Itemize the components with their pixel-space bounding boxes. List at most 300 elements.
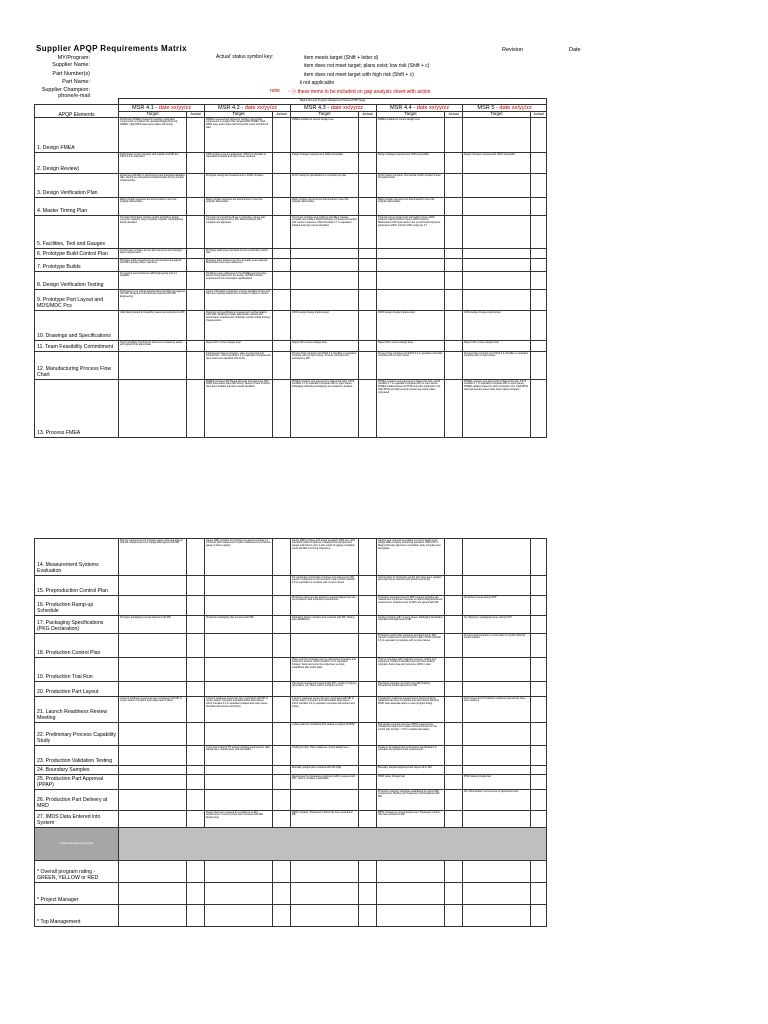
actual-cell[interactable] [531, 341, 547, 352]
field-part-number: Part Number(s) [52, 71, 90, 77]
actual-cell[interactable] [445, 682, 463, 697]
actual-cell[interactable] [531, 790, 547, 811]
actual-header: Actual [445, 112, 463, 118]
apqp-elements-header: APQP Elements [35, 105, 119, 118]
actual-cell[interactable] [359, 723, 377, 746]
approval-cell[interactable] [205, 905, 273, 927]
actual-cell[interactable] [531, 352, 547, 380]
date-label: Date [569, 47, 581, 53]
table-row [35, 539, 547, 576]
actual-cell[interactable] [531, 658, 547, 682]
apqp-element-label: 4. Master Timing Plan [35, 198, 119, 216]
actual-cell[interactable] [531, 539, 547, 576]
actual-cell[interactable] [445, 596, 463, 616]
actual-cell[interactable] [531, 118, 547, 153]
target-cell: Major program elements are documented to meet the program deliverables [377, 198, 445, 216]
target-cell [291, 634, 359, 658]
actual-cell[interactable] [273, 746, 291, 766]
field-supplier-name: Supplier Name: [52, 62, 90, 68]
apqp-element-label: 27. IMDS Data Entered into System [35, 811, 119, 828]
actual-cell[interactable] [187, 746, 205, 766]
actual-cell[interactable] [445, 198, 463, 216]
actual-cell[interactable] [531, 249, 547, 259]
actual-cell[interactable] [445, 153, 463, 174]
actual-cell[interactable] [273, 775, 291, 790]
actual-cell[interactable] [359, 539, 377, 576]
apqp-element-label: 3. Design Verification Plan [35, 174, 119, 198]
target-cell: Production shipping schedules established to support MD requirements. Delivery and frequency method agreed with MD [377, 790, 445, 811]
actual-cell[interactable] [187, 539, 205, 576]
msr-label: MSR 4.1 - [131, 104, 159, 111]
actual-cell[interactable] [187, 174, 205, 198]
actual-cell[interactable] [445, 174, 463, 198]
msr-header [377, 105, 463, 112]
approval-cell[interactable] [187, 905, 205, 927]
apqp-element-label: 11. Team Feasibility Commitment [35, 341, 119, 352]
target-cell [463, 290, 531, 311]
actual-cell[interactable] [531, 153, 547, 174]
target-cell [463, 259, 531, 272]
actual-cell[interactable] [359, 341, 377, 352]
target-header: Target [291, 112, 359, 118]
actual-cell[interactable] [359, 118, 377, 153]
legend-item-na: ℹ not applicable [300, 80, 335, 86]
target-cell: Requirement for Appearance Approval (AAR) is agreed with MD - AAR is complete if applicable [291, 775, 359, 790]
legend-item-high-risk: item does not meet target with high risk (Shift + c) [304, 72, 414, 78]
actual-cell[interactable] [531, 272, 547, 290]
target-cell: IMDS complete. 'Reviewed' number has been provided to MD [291, 811, 359, 828]
target-cell: Prototype packaging concept approved with MD [119, 616, 187, 634]
target-cell [205, 766, 273, 775]
actual-cell[interactable] [187, 576, 205, 596]
actual-cell[interactable] [359, 658, 377, 682]
apqp-element-label: 13. Process FMEA [35, 380, 119, 438]
target-cell [463, 539, 531, 576]
actual-cell[interactable] [445, 697, 463, 723]
apqp-element-label: 15. Preproduction Control Plan [35, 576, 119, 596]
table-row [35, 341, 547, 352]
approval-cell[interactable] [463, 883, 531, 905]
actual-cell[interactable] [273, 153, 291, 174]
approval-cell[interactable] [359, 905, 377, 927]
table-row [35, 272, 547, 290]
target-cell [205, 775, 273, 790]
actual-cell[interactable] [273, 723, 291, 746]
target-cell [205, 723, 273, 746]
actual-cell[interactable] [273, 576, 291, 596]
target-cell: 100% design concerns addressed. ASCII 4.2 checklist or equivalent complete and open issues resolved [205, 153, 273, 174]
actual-cell[interactable] [531, 811, 547, 828]
target-cell: Team Feasibility Commitment has been reviewed by teams and signed off as appropriate [119, 341, 187, 352]
actual-cell[interactable] [359, 682, 377, 697]
actual-cell[interactable] [187, 198, 205, 216]
target-cell: Signed off to current design level [377, 341, 445, 352]
target-cell: PFMEA complete and approved by Magna Donnelly. ASCII checklist 4.7 or equivalent complete with no open issues. PFMEA updated based on PTAP and early production runs. High RPNs and high severity issues have action plans completed [377, 380, 445, 438]
actual-cell[interactable] [359, 259, 377, 272]
actual-cell[interactable] [531, 380, 547, 438]
target-header: Target [377, 112, 445, 118]
actual-cell[interactable] [531, 616, 547, 634]
approval-cell[interactable] [377, 905, 445, 927]
target-cell [463, 272, 531, 290]
actual-cell[interactable] [187, 790, 205, 811]
actual-cell[interactable] [187, 311, 205, 341]
apqp-element-label: 24. Boundary Samples [35, 766, 119, 775]
target-cell [119, 682, 187, 697]
table-row [35, 216, 547, 249]
msr-date: date xx/yy/zz [158, 104, 192, 111]
target-cell: Tool order and tool kick-off are on schedule. Gauge plan complete and approved by MD. Machine/fixture plan complete and approved [205, 216, 273, 249]
actual-cell[interactable] [359, 216, 377, 249]
actual-cell[interactable] [273, 311, 291, 341]
actual-cell[interactable] [359, 290, 377, 311]
target-cell: No delivery issues during SOP [463, 596, 531, 616]
target-cell [205, 576, 273, 596]
target-cell [291, 790, 359, 811]
actual-cell[interactable] [273, 766, 291, 775]
approval-cell[interactable] [531, 883, 547, 905]
management-approval-header: Supplier Management Approval [35, 828, 119, 861]
target-cell: PPAP status full approval [463, 775, 531, 790]
actual-cell[interactable] [445, 249, 463, 259]
actual-cell[interactable] [187, 616, 205, 634]
actual-header: Actual [187, 112, 205, 118]
actual-cell[interactable] [445, 634, 463, 658]
actual-cell[interactable] [359, 174, 377, 198]
approval-cell[interactable] [463, 905, 531, 927]
target-cell [205, 682, 273, 697]
apqp-element-label: 9. Prototype Part Layout and MDS/MDC Pcs [35, 290, 119, 311]
table-row [35, 658, 547, 682]
target-cell: Design has been reviewed for compliance to ELV requirements. Concerns have been reviewed with MD Engineering [205, 811, 273, 828]
actual-cell[interactable] [187, 811, 205, 828]
actual-cell[interactable] [273, 352, 291, 380]
apqp-element-label: 10. Drawings and Specifications [35, 311, 119, 341]
approval-cell[interactable] [377, 883, 445, 905]
actual-cell[interactable] [187, 153, 205, 174]
table-row [35, 259, 547, 272]
table-row [35, 616, 547, 634]
actual-cell[interactable] [359, 746, 377, 766]
actual-cell[interactable] [445, 341, 463, 352]
pmp-stage-title: Magna Donnelly Program Management Process (PMP) Stage [119, 99, 547, 105]
actual-cell[interactable] [359, 634, 377, 658]
table-row [35, 596, 547, 616]
actual-cell[interactable] [273, 216, 291, 249]
actual-cell[interactable] [187, 272, 205, 290]
actual-cell[interactable] [273, 634, 291, 658]
actual-cell[interactable] [445, 576, 463, 596]
actual-cell[interactable] [359, 811, 377, 828]
target-cell [377, 259, 445, 272]
actual-cell[interactable] [187, 118, 205, 153]
actual-cell[interactable] [187, 658, 205, 682]
table-row [35, 290, 547, 311]
target-cell [377, 249, 445, 259]
actual-cell[interactable] [445, 658, 463, 682]
actual-cell[interactable] [273, 539, 291, 576]
actual-cell[interactable] [531, 775, 547, 790]
actual-cell[interactable] [445, 811, 463, 828]
target-cell [119, 634, 187, 658]
target-cell: Production packaging plan reviewed with MD [205, 616, 273, 634]
actual-cell[interactable] [187, 341, 205, 352]
approval-cell[interactable] [291, 861, 359, 883]
target-cell [291, 259, 359, 272]
actual-cell[interactable] [445, 272, 463, 290]
target-cell: Process Flow complete and ASCII 4.4 or equivalent checklist complete with no open issues [377, 352, 445, 380]
actual-cell[interactable] [273, 682, 291, 697]
target-cell: Tool tryout complete and problems identified. Gauges complete and verified. Machine/fixtures complete and verified with counter measures. ASCII checklist 4.7 or equivalent initiated and open issues identified [291, 216, 359, 249]
actual-cell[interactable] [531, 697, 547, 723]
target-cell: Production control plan complete and approved by MD. Launch containment is documented in plan. ASCII checklist 4.8 or equivalent is complete with no open issues [377, 634, 445, 658]
na-icon: ℹ [300, 80, 302, 86]
apqp-matrix-bottom [34, 538, 547, 927]
target-cell: Agreement with MD on performance and functional validation plan. Identify key dimensional characteristics for key product characteristics [119, 174, 187, 198]
target-cell: Design changes reviewed and 100% acceptable [377, 153, 445, 174]
field-phone-email: phone/e-mail [58, 93, 90, 99]
msr-label: MSR 4.4 - [389, 104, 417, 111]
table-row [35, 311, 547, 341]
actual-cell[interactable] [445, 216, 463, 249]
actual-cell[interactable] [187, 216, 205, 249]
actual-cell[interactable] [359, 198, 377, 216]
field-supplier-champion: Supplier Champion: [41, 87, 90, 93]
actual-cell[interactable] [531, 766, 547, 775]
approval-cell[interactable] [531, 861, 547, 883]
actual-cell[interactable] [273, 249, 291, 259]
actual-cell[interactable] [273, 272, 291, 290]
actual-cell[interactable] [187, 775, 205, 790]
target-cell [119, 380, 187, 438]
actual-cell[interactable] [445, 539, 463, 576]
target-cell: Process audit complete to control plan to confirm effective implementation [463, 634, 531, 658]
target-cell [119, 352, 187, 380]
target-cell [463, 682, 531, 697]
approval-cell[interactable] [445, 861, 463, 883]
actual-cell[interactable] [445, 790, 463, 811]
actual-cell[interactable] [273, 198, 291, 216]
apqp-element-label: 20. Production Part Layout [35, 682, 119, 697]
target-cell: Packaging design complete and reviewed with MD. Testing plan established [291, 616, 359, 634]
actual-cell[interactable] [445, 290, 463, 311]
actual-cell[interactable] [273, 790, 291, 811]
approval-cell[interactable] [273, 861, 291, 883]
actual-cell[interactable] [273, 341, 291, 352]
approval-cell[interactable] [187, 883, 205, 905]
actual-cell[interactable] [359, 697, 377, 723]
target-cell: Signed off to current design level [205, 341, 273, 352]
actual-cell[interactable] [445, 746, 463, 766]
actual-cell[interactable] [445, 118, 463, 153]
actual-cell[interactable] [359, 311, 377, 341]
target-cell: No shipping or packaging issues during SOP [463, 616, 531, 634]
approval-cell[interactable] [291, 883, 359, 905]
actual-cell[interactable] [187, 596, 205, 616]
target-cell: Gauges and instructions updated to current design level. Gauge R&R complete with actual operators. R&R 10% or Magna Donnelly approved. Correlation study complete and acceptable [377, 539, 445, 576]
actual-cell[interactable] [273, 616, 291, 634]
target-cell [205, 634, 273, 658]
target-cell [377, 290, 445, 311]
actual-cell[interactable] [273, 658, 291, 682]
actual-cell[interactable] [273, 811, 291, 828]
target-cell: Control plan complete for test plan elements and prototype layout requirements [119, 249, 187, 259]
actual-cell[interactable] [273, 259, 291, 272]
actual-cell[interactable] [187, 259, 205, 272]
field-part-name: Part Name: [62, 79, 90, 85]
actual-cell[interactable] [531, 746, 547, 766]
actual-cell[interactable] [531, 723, 547, 746]
table-row [35, 576, 547, 596]
target-cell: Prototype build issues fed back into pre-production control plan [205, 249, 273, 259]
actual-cell[interactable] [445, 766, 463, 775]
table-row [35, 198, 547, 216]
target-cell: Initial process flow is complete, value is presented and Control Plan - ASCII checklist 4.4 or equivalent complete and open issues are identified with action [205, 352, 273, 380]
approval-cell[interactable] [273, 883, 291, 905]
target-cell: Layout information completed, process capability known and has been tracking deficiencies in actions in place to resolve [205, 290, 273, 311]
actual-cell[interactable] [187, 352, 205, 380]
apqp-element-label: 21. Launch Readiness Review Meeting [35, 697, 119, 723]
target-cell: Prototype testing and measurement is 100% complete [205, 174, 273, 198]
actual-cell[interactable] [359, 616, 377, 634]
approval-label: * Overall program rating - GREEN, YELLOW or RED [35, 861, 119, 883]
target-cell: Testing complete with no open issues. Packaging Declaration submitted and approved by MD [377, 616, 445, 634]
actual-cell[interactable] [359, 576, 377, 596]
actual-cell[interactable] [359, 775, 377, 790]
target-cell: PFMEA complete and approved by Magna Donnelly. ASCII checklist 4.7 or equivalent complete with no open issues. Packaging, labeling and shipping are included in analysis [291, 380, 359, 438]
msr-date: date xx/yy/zz [499, 104, 532, 111]
approval-cell[interactable] [463, 861, 531, 883]
target-cell: DFMEA updated to current design level [291, 118, 359, 153]
actual-cell[interactable] [531, 174, 547, 198]
approval-cell[interactable] [187, 861, 205, 883]
apqp-element-label: 25. Production Part Approval (PPAP) [35, 775, 119, 790]
actual-cell[interactable] [359, 380, 377, 438]
actual-cell[interactable] [273, 380, 291, 438]
approval-cell[interactable] [291, 905, 359, 927]
approval-cell[interactable] [377, 861, 445, 883]
actual-cell[interactable] [187, 766, 205, 775]
target-header: Target [205, 112, 273, 118]
target-cell: Preliminary list of critical characteristics identified and agreed with MD. All layouts submitted and reviewed with MD Engineering [119, 290, 187, 311]
actual-header: Actual [531, 112, 547, 118]
actual-cell[interactable] [187, 682, 205, 697]
target-cell [463, 746, 531, 766]
target-cell [205, 658, 273, 682]
target-cell [119, 723, 187, 746]
target-cell [119, 766, 187, 775]
actual-cell[interactable] [273, 174, 291, 198]
actual-cell[interactable] [359, 596, 377, 616]
approval-cell[interactable] [205, 861, 273, 883]
warning-icon: ◦ ⓐ [288, 89, 297, 95]
target-cell: No critical delivery occurrences or paperwork errors [463, 790, 531, 811]
target-cell: Plan for measurement of prototype parts exists and agreed with MD. Requirements for Gauge R&R agreed with MD [119, 539, 187, 576]
approval-label: * Top Management [35, 905, 119, 927]
actual-cell[interactable] [273, 596, 291, 616]
actual-cell[interactable] [273, 118, 291, 153]
target-cell: PFMEA reviewed with Magna Donnelly and approved. High RPNs have action plans with timing. Severity 9 and 10 items have been initiated and open issues identified [205, 380, 273, 438]
approval-cell[interactable] [359, 883, 377, 905]
target-cell [463, 118, 531, 153]
msr-label: MSR 4.3 - [303, 104, 331, 111]
actual-cell[interactable] [359, 153, 377, 174]
approval-cell[interactable] [119, 861, 187, 883]
actual-cell[interactable] [187, 697, 205, 723]
table-row [35, 153, 547, 174]
actual-cell[interactable] [445, 311, 463, 341]
apqp-element-label: 5. Facilities, Tool and Gauges [35, 216, 119, 249]
actual-cell[interactable] [531, 576, 547, 596]
actual-cell[interactable] [531, 259, 547, 272]
actual-cell[interactable] [187, 290, 205, 311]
actual-cell[interactable] [445, 616, 463, 634]
actual-cell[interactable] [359, 766, 377, 775]
actual-cell[interactable] [187, 634, 205, 658]
actual-cell[interactable] [359, 249, 377, 259]
target-cell [291, 272, 359, 290]
actual-cell[interactable] [187, 249, 205, 259]
approval-cell[interactable] [119, 883, 187, 905]
target-cell [205, 790, 273, 811]
apqp-element-label: 22. Preliminary Process Capability Study [35, 723, 119, 746]
actual-cell[interactable] [445, 380, 463, 438]
actual-cell[interactable] [531, 311, 547, 341]
approval-cell[interactable] [445, 905, 463, 927]
actual-cell[interactable] [359, 272, 377, 290]
table-row [35, 790, 547, 811]
actual-cell[interactable] [531, 596, 547, 616]
target-cell [291, 290, 359, 311]
msr-header [463, 105, 547, 112]
actual-cell[interactable] [187, 723, 205, 746]
actual-cell[interactable] [531, 290, 547, 311]
actual-cell[interactable] [531, 216, 547, 249]
approval-cell[interactable] [273, 905, 291, 927]
msr-date: date xx/yy/zz [330, 104, 364, 111]
approval-row [35, 883, 547, 905]
actual-cell[interactable] [187, 380, 205, 438]
actual-cell[interactable] [531, 682, 547, 697]
actual-cell[interactable] [445, 352, 463, 380]
apqp-element-label: 2. Design Review) [35, 153, 119, 174]
actual-cell[interactable] [531, 634, 547, 658]
target-cell: Major program elements are documented to meet the program deliverables. [205, 198, 273, 216]
actual-cell[interactable] [273, 697, 291, 723]
target-cell [119, 775, 187, 790]
target-cell: Drawings and specifications released and verified against CAD data. Drawings contain appropriate material and performance requirements. Drawings contain critical and key characteristics [205, 311, 273, 341]
target-cell [463, 576, 531, 596]
target-cell: Trial run complete with production process, tooling and equipment. Problems identified and corrective actions complete. Setup rate and cycle time 100% in plan [377, 658, 445, 682]
approval-cell[interactable] [531, 905, 547, 927]
target-cell [205, 596, 273, 616]
actual-cell[interactable] [445, 259, 463, 272]
actual-cell[interactable] [531, 198, 547, 216]
actual-cell[interactable] [445, 775, 463, 790]
approval-cell[interactable] [205, 883, 273, 905]
target-cell: DFMEA updated to current design level [377, 118, 445, 153]
actual-cell[interactable] [359, 790, 377, 811]
target-cell: Production schedules fixed in ERP systems including raw material and component releases to support Magna Donnelly requirements. Requirements to MDC are agreed with MD [377, 596, 445, 616]
actual-cell[interactable] [445, 723, 463, 746]
approval-cell[interactable] [119, 905, 187, 927]
actual-cell[interactable] [359, 352, 377, 380]
actual-cell[interactable] [273, 290, 291, 311]
target-cell: Gauge R&R complete with actual operators. R&R over 10% has action plans to address in Magna Donnelly approval. Gauge instructions exist. A plan exists for gauge correlation study with MD (incoming inspection) [291, 539, 359, 576]
target-cell: Production ramp-up plan defined to support Magna Donnelly pre-production and production requirements [291, 596, 359, 616]
approval-cell[interactable] [359, 861, 377, 883]
approval-cell[interactable] [445, 883, 463, 905]
